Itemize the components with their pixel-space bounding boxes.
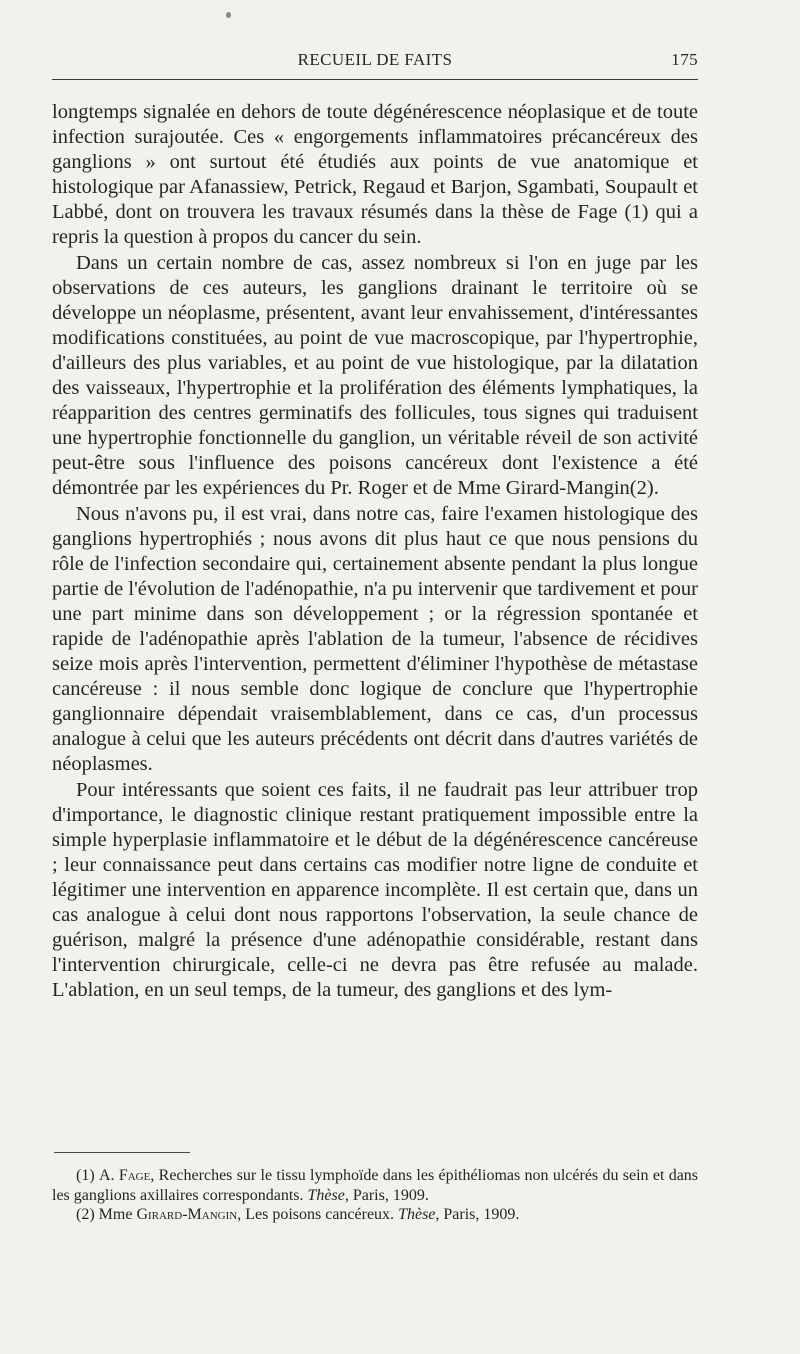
running-title: RECUEIL DE FAITS — [297, 50, 453, 69]
paragraph-1: longtemps signalée en dehors de toute dégénérescence néoplasique et de toute infection surajoutée. Ces « engorgements inflammatoires précancéreux des ganglions » ont surtout été étudiés aux points de vue anatomique et histologique par Afanassiew, Petrick, Regaud et Barjon, Sgambati, Soupault et Labbé, dont on trouvera les travaux résumés dans la thèse de Fage (1) qui a repris la question à propos du cancer du sein. — [52, 101, 698, 249]
paragraph-4: Pour intéressants que soient ces faits, il ne faudrait pas leur attribuer trop d'importance, le diagnostic clinique restant pratiquement impossible entre la simple hyperplasie inflammatoire et le début de la dégénérescence cancéreuse ; leur connaissance peut dans certains cas modifier notre ligne de conduite et légitimer une intervention en apparence incomplète. Il est certain que, dans un cas analogue à celui dont nous rapportons l'observation, la seule chance de guérison, malgré la présence d'une adénopathie considérable, restant dans l'intervention chirurgicale, celle-ci ne devra pas être refusée au malade. L'ablation, en un seul temps, de la tumeur, des ganglions et des lym- — [52, 778, 698, 1002]
ink-speck — [226, 12, 231, 18]
footnote-rule — [54, 1152, 190, 1153]
running-head — [52, 50, 698, 76]
footnote-2 — [52, 1205, 698, 1225]
footnote-1-source: Thèse, — [307, 1186, 349, 1204]
paragraph-3: Nous n'avons pu, il est vrai, dans notre cas, faire l'examen histologique des ganglions hypertrophiés ; nous avons dit plus haut ce que nous pensions du rôle de l'infection secondaire qui, certainement absente pendant la plus longue partie de l'évolution de l'adénopathie, n'a pu intervenir que tardivement et pour une part minime dans son développement ; or la régression spontanée et rapide de l'adénopathie après l'ablation de la tumeur, l'absence de récidives seize mois après l'intervention, permettent d'éliminer l'hypothèse de métastase cancéreuse : il nous semble donc logique de conclure que l'hypertrophie ganglionnaire dépendait vraisemblablement, dans ce cas, d'un processus analogue à celui que les auteurs précédents ont décrit dans d'autres variétés de néoplasmes. — [52, 502, 698, 776]
header-rule — [52, 79, 698, 80]
footnotes — [52, 1166, 698, 1225]
paragraph-2: Dans un certain nombre de cas, assez nombreux si l'on en juge par les observations de ces auteurs, les ganglions drainant le territoire où se développe un néoplasme, présentent, avant leur envahissement, d'intéressantes modifications constituées, au point de vue macroscopique, par l'hypertrophie, d'ailleurs des plus variables, et au point de vue histologique, par la dilatation des vaisseaux, l'hypertrophie et la prolifération des éléments lymphatiques, la réapparition des centres germinatifs des follicules, tous signes qui traduisent une hypertrophie fonctionnelle du ganglion, un véritable réveil de son activité peut-être sous l'influence des poisons cancéreux dont l'existence a été démontrée par les expériences du Pr. Roger et de Mme Girard-Mangin(2). — [52, 251, 698, 500]
footnote-1 — [52, 1166, 698, 1205]
footnote-2-text: Les poisons cancéreux. — [245, 1206, 395, 1223]
footnote-2-author: Girard-Mangin, — [136, 1206, 242, 1223]
footnote-1-text: Recherches sur le tissu lymphoïde dans les épithéliomas non ulcérés du sein et dans les ganglions axillaires correspondants. — [52, 1167, 699, 1204]
footnote-1-place-year: Paris, 1909. — [352, 1186, 429, 1204]
footnote-2-place-year: Paris, 1909. — [443, 1206, 520, 1223]
page-number: 175 — [671, 50, 698, 69]
body-text — [52, 100, 698, 1003]
footnote-2-source: Thèse, — [398, 1206, 440, 1223]
footnote-2-prefix: Mme — [98, 1206, 133, 1223]
footnote-2-marker: (2) — [76, 1206, 95, 1223]
footnote-1-author: A. Fage, — [98, 1167, 155, 1184]
footnote-1-marker: (1) — [76, 1167, 95, 1184]
